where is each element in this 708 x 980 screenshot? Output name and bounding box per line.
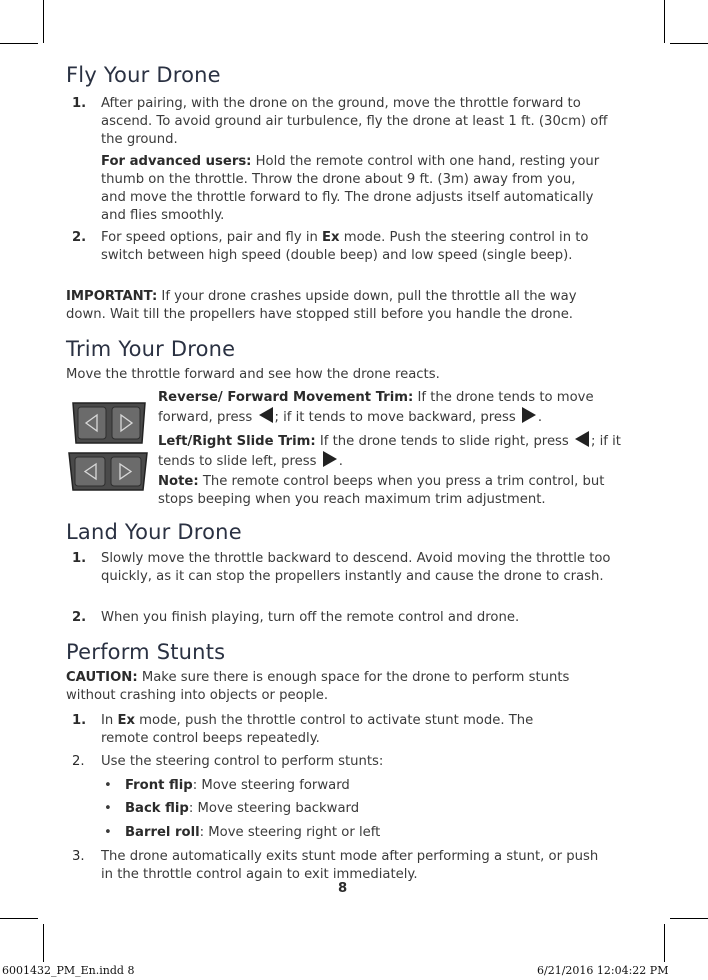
crop-mark: [670, 43, 708, 44]
left-right-trim-label: Left/Right Slide Trim:: [158, 434, 316, 449]
forward-backward-trim-button-illustration: [70, 401, 148, 445]
bullet-glyph: •: [104, 825, 112, 840]
important-text: If your drone crashes upside down, pull the throttle all the way down. Wait till the propellers have stopped still before you handle the drone.: [66, 289, 577, 322]
trim-note: [158, 473, 618, 509]
ex-mode-label: Ex: [322, 230, 340, 245]
reverse-forward-trim-label: Reverse/ Forward Movement Trim:: [158, 390, 414, 405]
step-number: 1.: [72, 96, 87, 111]
section-title-trim: Trim Your Drone: [66, 337, 236, 361]
caution-label: CAUTION:: [66, 670, 138, 685]
trim-intro: Move the throttle forward and see how the drone reacts.: [66, 367, 440, 382]
reverse-forward-trim-paragraph: Reverse/ Forward Movement Trim: If the drone tends to move forward, press ; if it tends to move backward, press .: [158, 390, 594, 425]
important-note: [66, 288, 616, 324]
crop-mark: [670, 918, 708, 919]
footer-filename: 6001432_PM_En.indd 8: [2, 964, 135, 977]
stunt-bullet-front-flip: Front flip: Move steering forward: [125, 778, 350, 793]
section-title-land: Land Your Drone: [66, 520, 242, 544]
crop-mark: [664, 0, 665, 43]
caution-text: Make sure there is enough space for the drone to perform stunts without crashing into objects or people.: [66, 670, 570, 703]
left-triangle-icon: [575, 431, 589, 447]
step-number: 3.: [72, 849, 85, 864]
note-text: The remote control beeps when you press a trim control, but stops beeping when you reach maximum trim adjustment.: [158, 474, 605, 507]
page-number: 8: [338, 881, 348, 896]
crop-mark: [43, 924, 44, 962]
right-triangle-icon: [522, 407, 536, 423]
ex-mode-label: Ex: [117, 713, 135, 728]
bullet-glyph: •: [104, 801, 112, 816]
section-title-fly: Fly Your Drone: [66, 63, 221, 87]
footer-timestamp: 6/21/2016 12:04:22 PM: [537, 964, 669, 977]
step-number: 2.: [72, 230, 87, 245]
caution-note: [66, 669, 616, 705]
step-number: 2.: [72, 754, 85, 769]
fly-step-1: After pairing, with the drone on the ground, move the throttle forward to ascend. To avoid ground air turbulence, fly the drone at least 1 ft. (30cm) off the ground.: [101, 96, 608, 147]
step-number: 1.: [72, 713, 87, 728]
left-right-trim-button-illustration: [67, 450, 149, 492]
advanced-users-label: For advanced users:: [101, 154, 252, 169]
fly-step-2: For speed options, pair and fly in Ex mode. Push the steering control in to switch between high speed (double beep) and low speed (single beep).: [101, 230, 589, 263]
stunt-bullet-back-flip: Back flip: Move steering backward: [125, 801, 360, 816]
section-title-stunts: Perform Stunts: [66, 640, 226, 664]
stunt-step-3: The drone automatically exits stunt mode after performing a stunt, or push in the throttle control again to exit immediately.: [101, 849, 599, 882]
land-step-1: Slowly move the throttle backward to descend. Avoid moving the throttle too quickly, as it can stop the propellers instantly and cause the drone to crash.: [101, 551, 611, 584]
important-label: IMPORTANT:: [66, 289, 158, 304]
advanced-users-text: Hold the remote control with one hand, resting your thumb on the throttle. Throw the drone about 9 ft. (3m) away from you, and move the throttle forward to fly. The drone adjusts itself automatically and flies smoothly.: [101, 154, 600, 223]
note-label: Note:: [158, 474, 199, 489]
crop-mark: [0, 918, 38, 919]
step-number: 2.: [72, 610, 87, 625]
crop-mark: [43, 0, 44, 43]
step-number: 1.: [72, 551, 87, 566]
left-triangle-icon: [259, 407, 273, 423]
stunt-bullet-barrel-roll: Barrel roll: Move steering right or left: [125, 825, 381, 840]
crop-mark: [664, 924, 665, 962]
stunt-step-2: Use the steering control to perform stunts:: [101, 754, 384, 769]
stunt-step-1: In Ex mode, push the throttle control to activate stunt mode. The remote control beeps repeatedly.: [101, 713, 534, 746]
advanced-users-paragraph: [101, 153, 601, 225]
left-right-trim-paragraph: Left/Right Slide Trim: If the drone tends to slide right, press ; if it tends to slide left, press .: [158, 431, 623, 471]
right-triangle-icon: [323, 451, 337, 467]
bullet-glyph: •: [104, 778, 112, 793]
crop-mark: [0, 43, 38, 44]
land-step-2: When you finish playing, turn off the remote control and drone.: [101, 610, 520, 625]
